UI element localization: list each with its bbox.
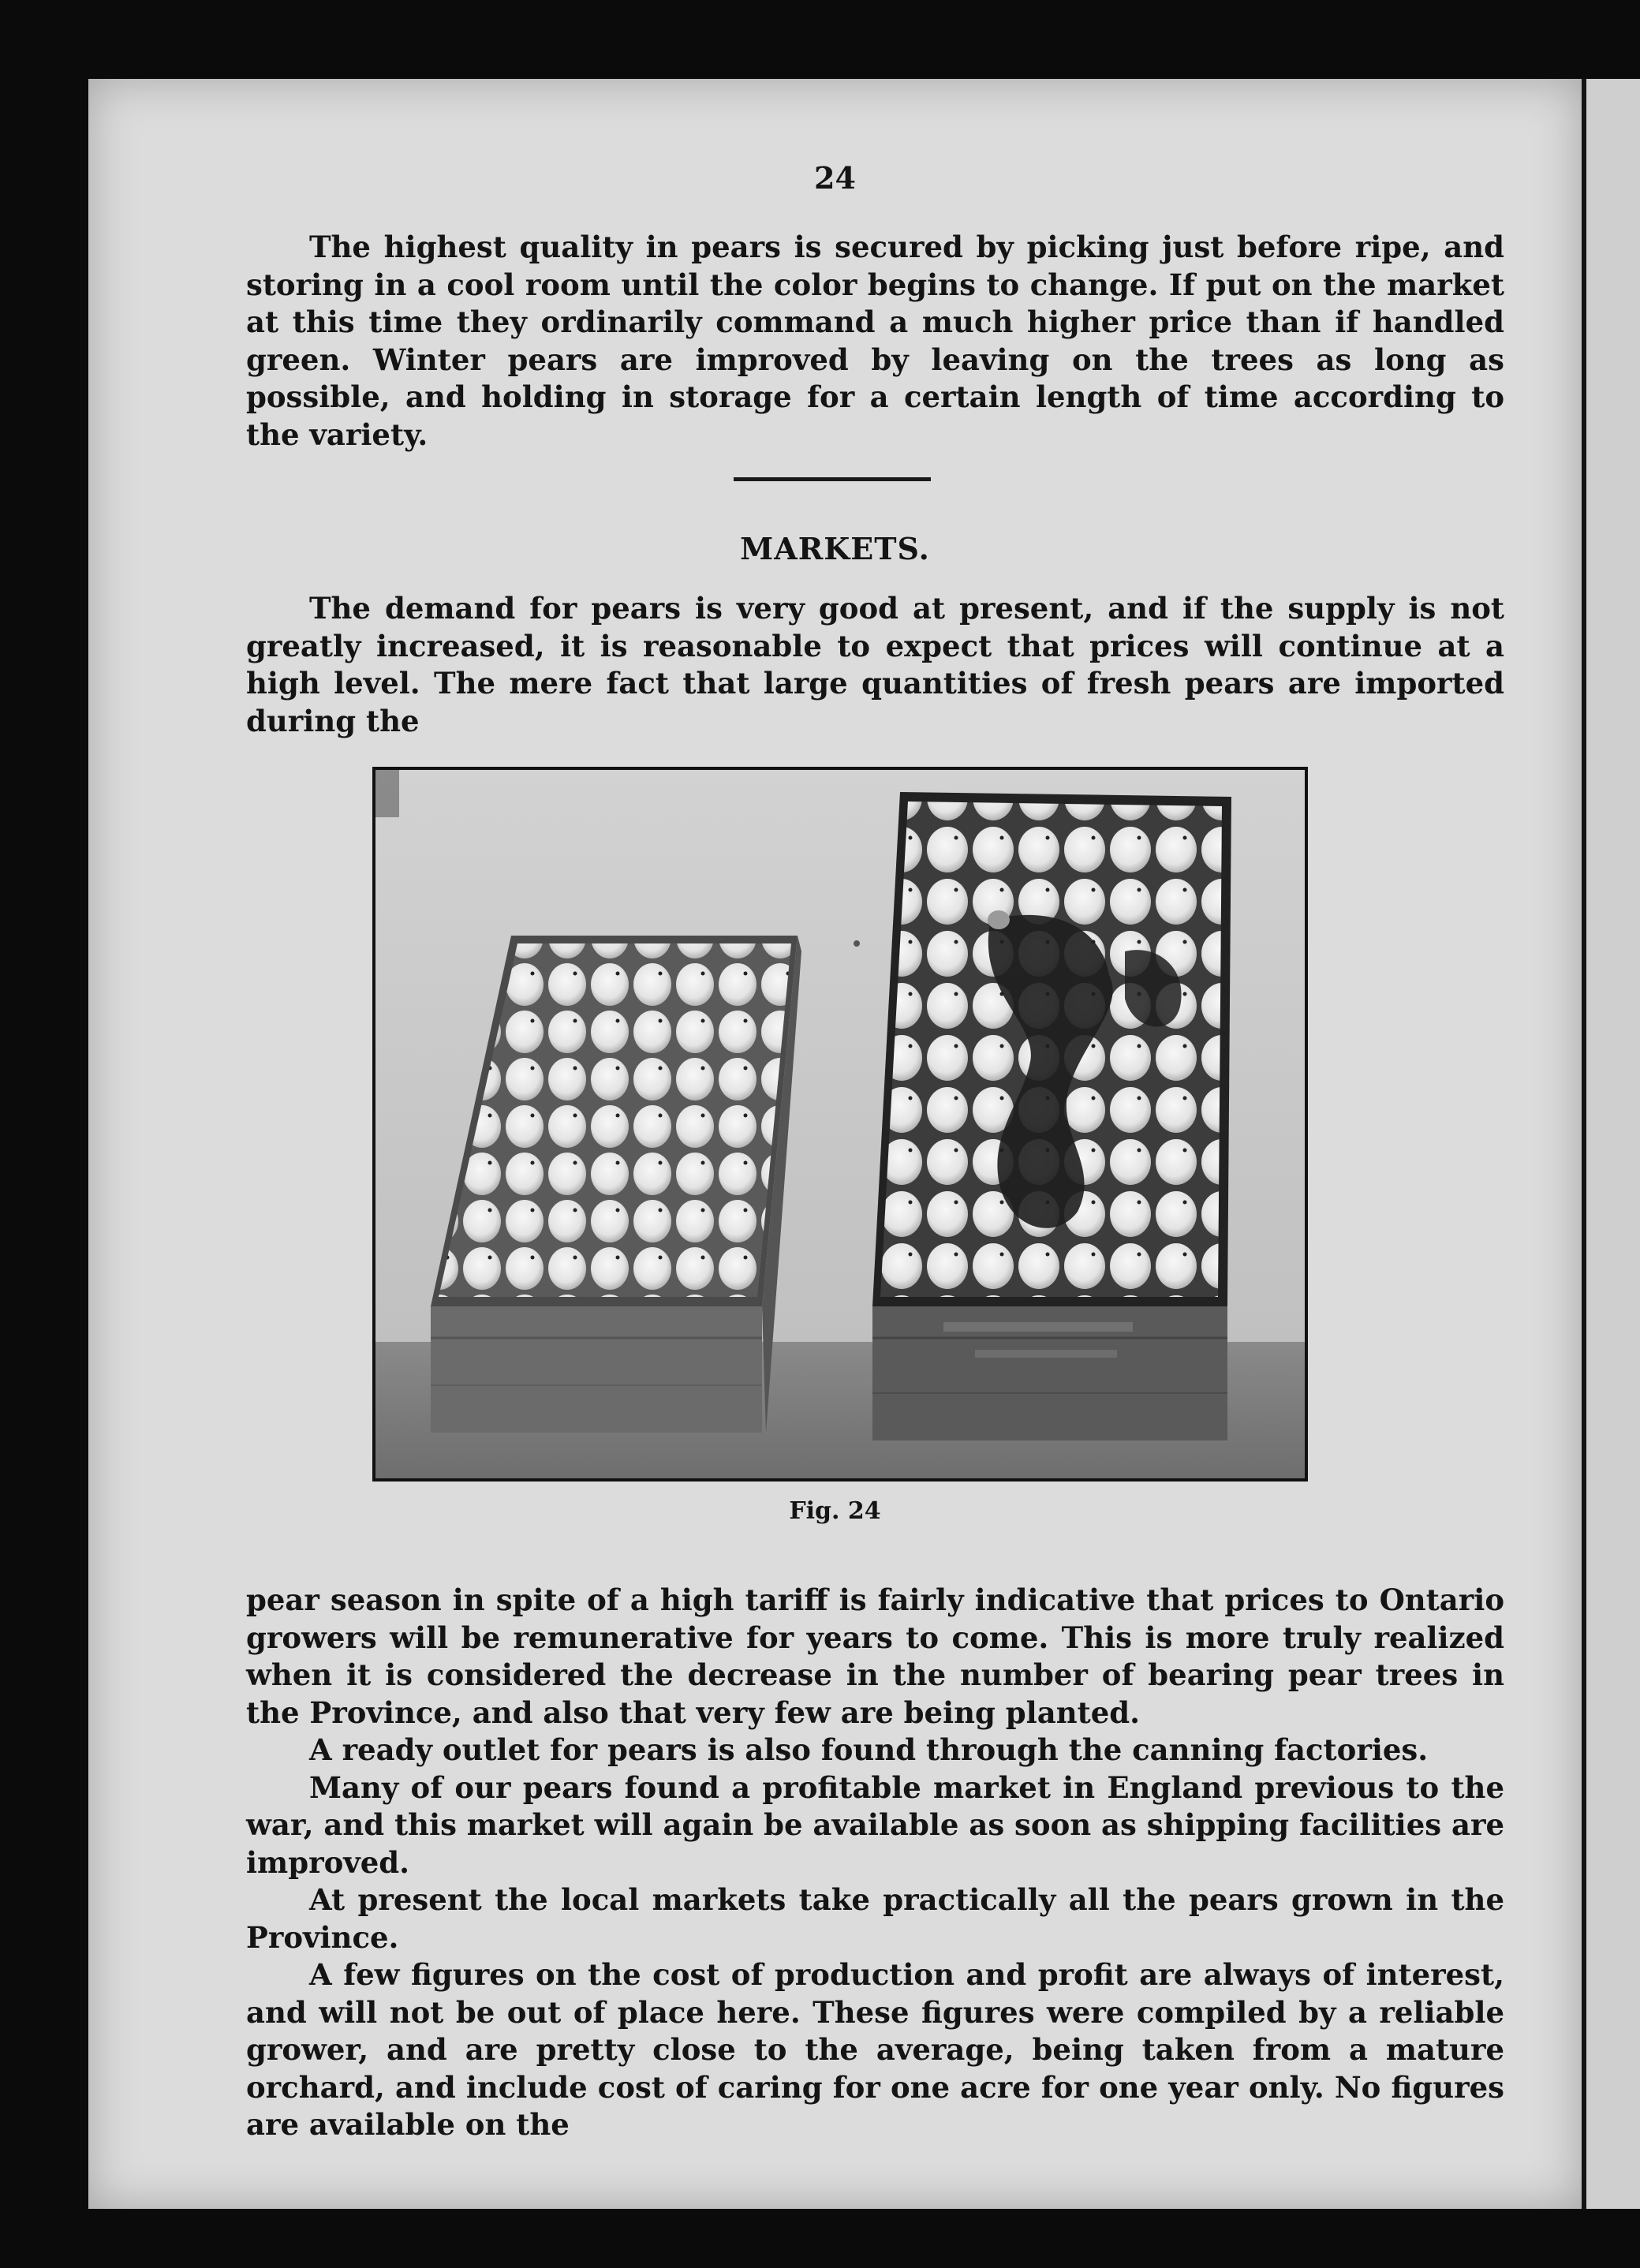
markets-paragraph-start: The demand for pears is very good at present, and if the supply is not greatly increased, it is reasonable to expect that prices will continue at a high level. The mere fact that large quantities of fresh pears are imported during the bbox=[246, 591, 1504, 738]
adjacent-page-edge bbox=[1582, 79, 1640, 2209]
pear-boxes-photo bbox=[375, 770, 1305, 1478]
right-pear-box bbox=[872, 792, 1231, 1440]
paragraph-local-markets: At present the local markets take practically all the pears grown in the Province. bbox=[246, 1882, 1504, 1955]
figure-caption: Fig. 24 bbox=[789, 1497, 881, 1525]
intro-paragraph: The highest quality in pears is secured by picking just before ripe, and storing in a cool room until the color begins to change. If put on the market at this time they ordinarily command a much higher price than if handled green. Winter pears are improved by leaving on the trees as long as possible, and holding in storage for a certain length of time according to the variety. bbox=[246, 230, 1504, 452]
page-number: 24 bbox=[814, 160, 856, 196]
section-divider-rule bbox=[734, 477, 931, 481]
markets-paragraph-end: pear season in spite of a high tariff is fairly indicative that prices to Ontario growers will be remunerative for years to come. This is more truly realized when it is considered the decrease in the number of bearing pear trees in the Province, and also that very few are being planted. bbox=[246, 1582, 1504, 1730]
paragraph-cost-figures: A few figures on the cost of production and profit are always of interest, and will not be out of place here. These figures were compiled by a reliable grower, and are pretty close to the average, being taken from a mature orchard, and include cost of caring for one acre for one year only. No figures are available on the bbox=[246, 1957, 1504, 2142]
book-page bbox=[88, 79, 1582, 2209]
paragraph-canning: A ready outlet for pears is also found through the canning factories. bbox=[309, 1732, 1429, 1767]
lower-text-block bbox=[246, 1582, 1504, 2144]
section-heading: MARKETS. bbox=[740, 531, 930, 566]
figure-photo-pear-boxes bbox=[372, 767, 1308, 1481]
paragraph-england: Many of our pears found a profitable market in England previous to the war, and this market will again be available as soon as shipping facilities are improved. bbox=[246, 1769, 1504, 1880]
